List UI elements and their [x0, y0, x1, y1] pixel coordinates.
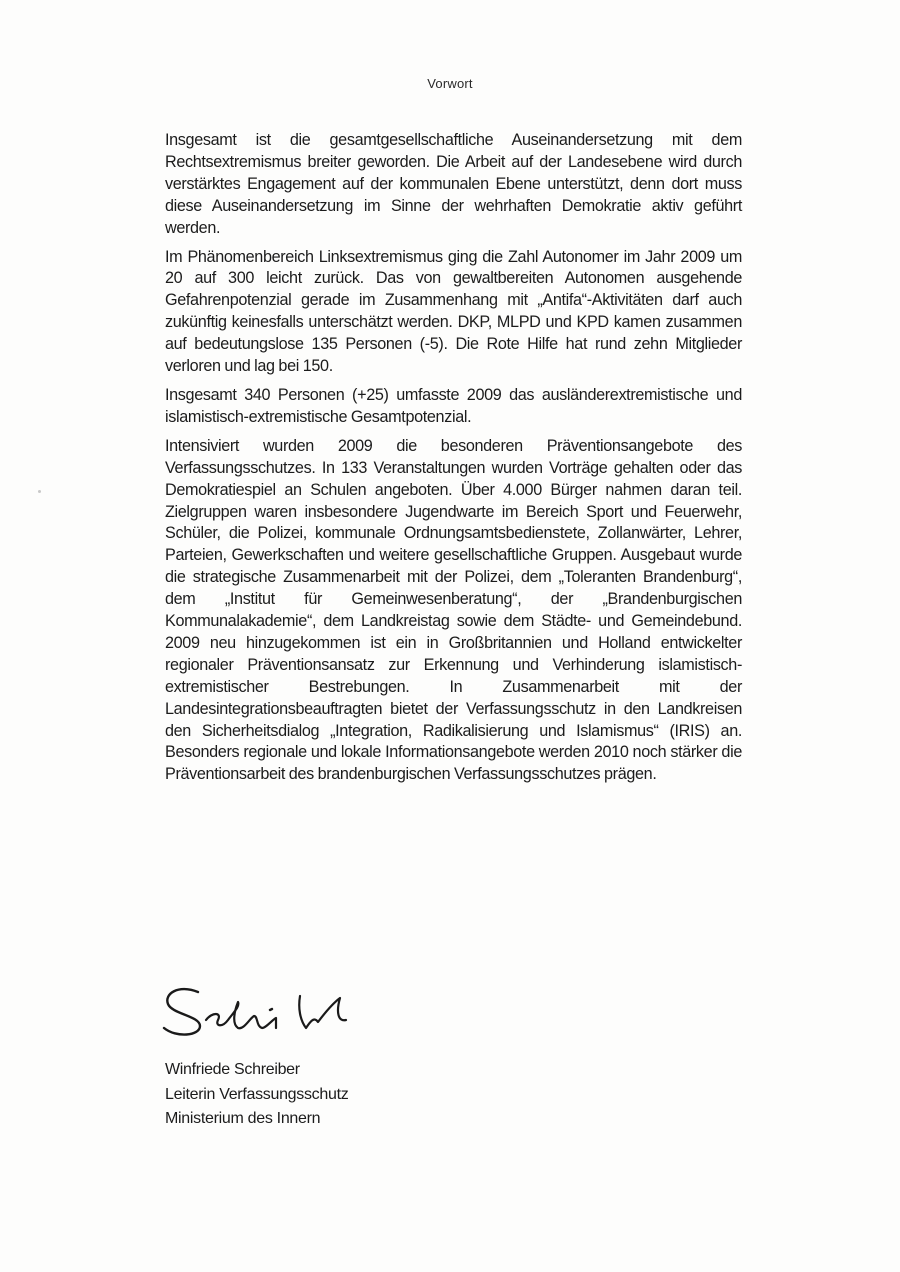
paragraph-auslaenderextremismus: Insgesamt 340 Personen (+25) umfasste 2009 das ausländerextremistische und islamistisch-extremistische Gesamtpotenzial. [165, 385, 742, 426]
signer-name: Winfriede Schreiber [165, 1061, 300, 1078]
running-header: Vorwort [427, 76, 473, 91]
handwritten-signature [160, 982, 370, 1042]
signer-role: Leiterin Verfassungsschutz [165, 1085, 349, 1103]
paragraph-praevention: Intensiviert wurden 2009 die besonderen Präventionsangebote des Verfassungsschutzes. In 133 Veranstaltungen wurden Vorträge gehalten oder das Demokratiespiel an Schulen angeboten. Über 4.000 Bürger nahmen daran teil. Zielgruppen waren insbesondere Jugendwarte im Bereich Sport und Feuerwehr, Schüler, die Polizei, kommunale Ordnungsamtsbedienstete, Zollanwärter, Lehrer, Parteien, Gewerkschaften und weitere gesellschaftliche Gruppen. Ausgebaut wurde die strategische Zusammenarbeit mit der Polizei, dem „Toleranten Brandenburg“, dem „Institut für Gemeinwesenberatung“, der „Brandenburgischen Kommunalakademie“, dem Landkreistag sowie dem Städte- und Gemeindebund. 2009 neu hinzugekommen ist ein in Großbritannien und Holland entwickelter regionaler Präventionsansatz zur Erkennung und Verhinderung islamistisch-extremistischer Bestrebungen. In Zusammenarbeit mit der Landesintegrationsbeauftragten bietet der Verfassungsschutz in den Landkreisen den Sicherheitsdialog „Integration, Radikalisierung und Islamismus“ (IRIS) an. Besonders regionale und lokale Informationsangebote werden 2010 noch stärker die Präventionsarbeit des brandenburgischen Verfassungsschutzes prägen. [165, 436, 742, 784]
paragraph-linksextremismus: Im Phänomenbereich Linksextremismus ging die Zahl Autonomer im Jahr 2009 um 20 auf 300 leicht zurück. Das von gewaltbereiten Autonomen ausgehende Gefahrenpotenzial gerade im Zusammenhang mit „Antifa“-Aktivitäten darf auch zukünftig keinesfalls unterschätzt werden. DKP, MLPD und KPD kamen zusammen auf bedeutungslose 135 Personen (-5). Die Rote Hilfe hat rund zehn Mitglieder verloren und lag bei 150. [165, 247, 742, 376]
signature-drawing [160, 982, 370, 1042]
scan-speck [38, 490, 41, 493]
body-text [165, 130, 742, 793]
signer-organization: Ministerium des Innern [165, 1110, 321, 1127]
paragraph-rechtsextremismus: Insgesamt ist die gesamtgesellschaftliche Auseinandersetzung mit dem Rechtsextremismus breiter geworden. Die Arbeit auf der Landesebene wird durch verstärktes Engagement auf der kommunalen Ebene unterstützt, denn dort muss diese Auseinandersetzung im Sinne der wehrhaften Demokratie aktiv geführt werden. [165, 131, 742, 237]
signer-block [165, 1058, 565, 1132]
